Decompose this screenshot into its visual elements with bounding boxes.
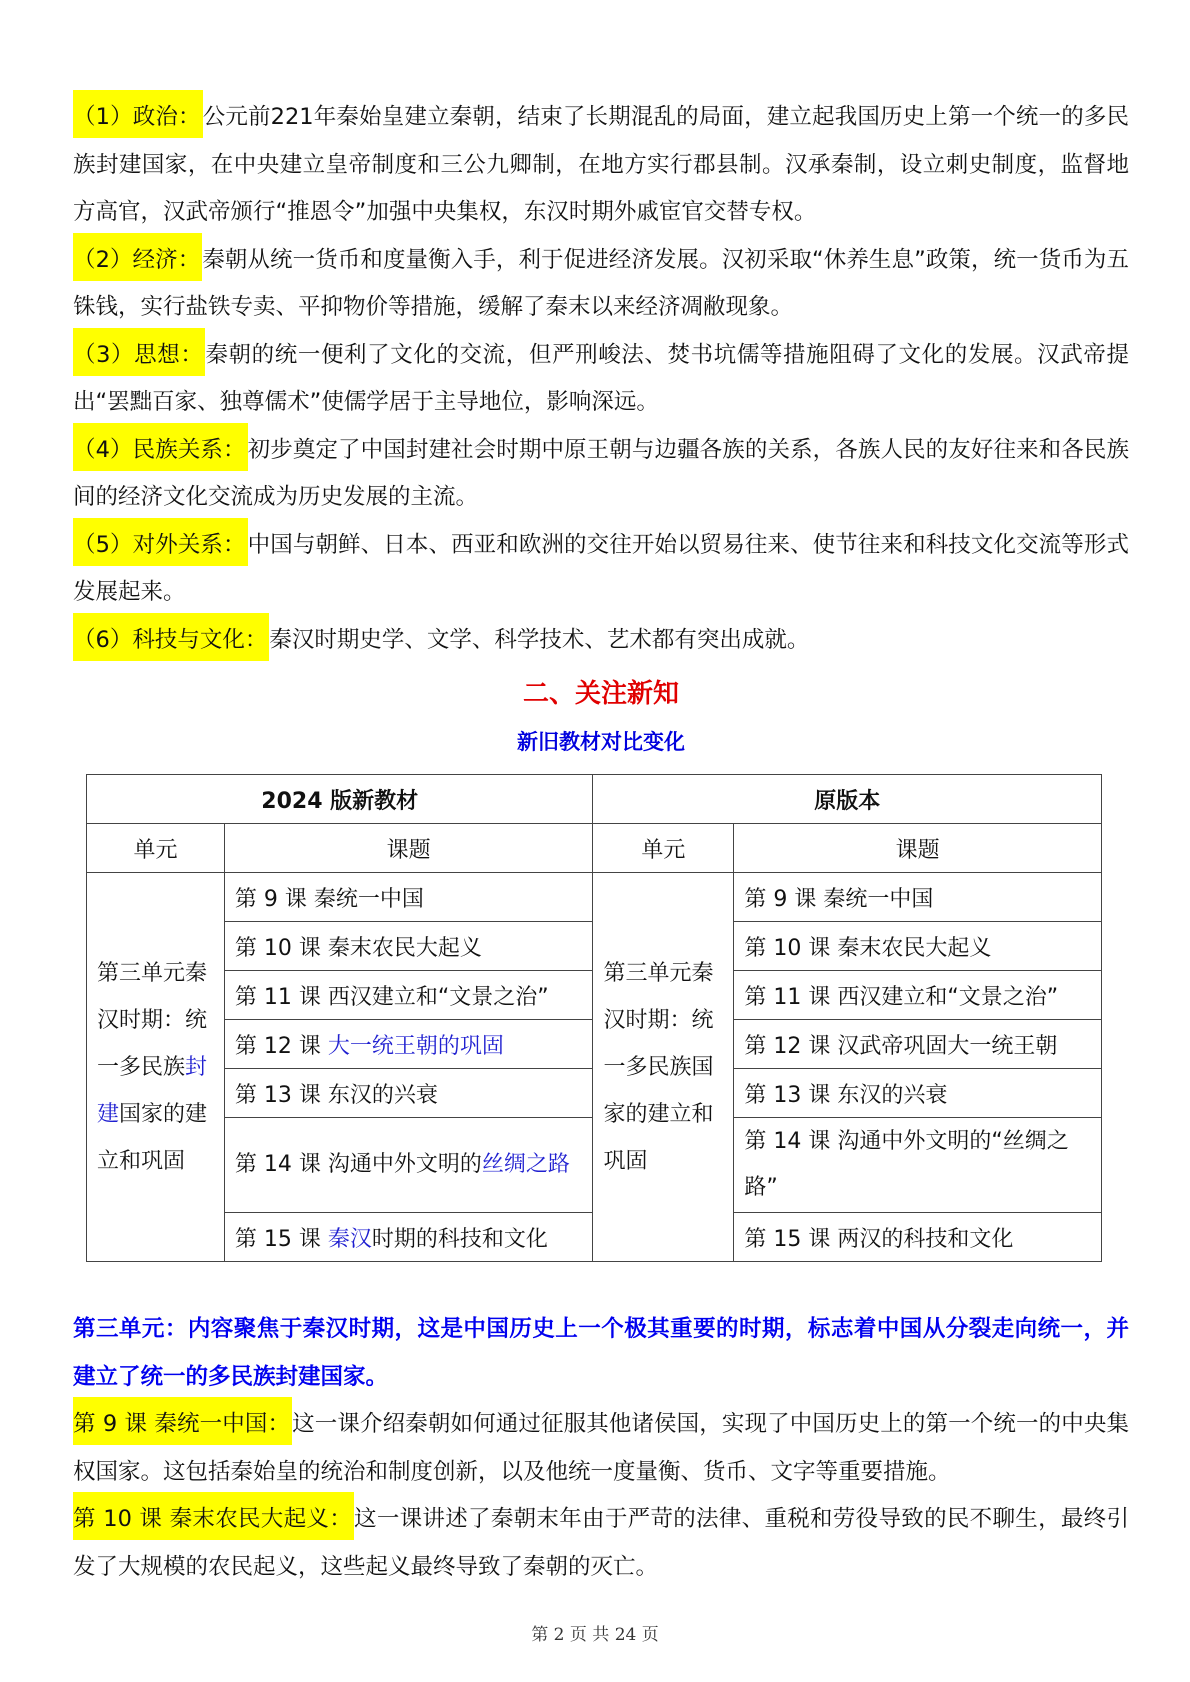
lesson-desc: 这一课介绍秦朝如何通过征服其他诸侯国，实现了中国历史上的第一个统一的中央集权国家。这包括秦始皇的统治和制度创新，以及他统一度量衡、货币、文字等重要措施。 xyxy=(73,1411,1129,1485)
unit-text-blue: 封建 xyxy=(97,1054,208,1127)
new-lesson-cell xyxy=(224,1118,593,1213)
new-lesson-cell xyxy=(224,922,593,971)
new-lesson-cell xyxy=(224,873,593,922)
old-unit-cell: 第三单元秦汉时期：统一多民族国家的建立和巩固 xyxy=(593,873,734,1262)
old-lesson-cell: 第 10 课 秦末农民大起义 xyxy=(734,922,1102,971)
highlight-label: 第 10 课 秦末农民大起义： xyxy=(73,1492,354,1540)
old-lesson-cell: 第 14 课 沟通中外文明的“丝绸之路” xyxy=(734,1118,1102,1213)
intro-item xyxy=(73,332,1129,427)
intro-text: 初步奠定了中国封建社会时期中原王朝与边疆各族的关系，各族人民的友好往来和各民族间的经济文化交流成为历史发展的主流。 xyxy=(73,436,1129,510)
intro-text: 秦朝从统一货币和度量衡入手，利于促进经济发展。汉初采取“休养生息”政策，统一货币为五铢钱，实行盐铁专卖、平抑物价等措施，缓解了秦末以来经济凋敝现象。 xyxy=(73,246,1129,320)
lesson-item xyxy=(73,1401,1129,1496)
unit-text: 国家的建立和巩固 xyxy=(97,1101,208,1174)
old-lesson-cell: 第 12 课 汉武帝巩固大一统王朝 xyxy=(734,1020,1102,1069)
intro-item xyxy=(73,94,1129,237)
old-lesson-cell: 第 13 课 东汉的兴衰 xyxy=(734,1069,1102,1118)
unit-column-header: 单元 xyxy=(87,824,225,873)
table-header-row xyxy=(87,775,1102,824)
new-lesson-cell xyxy=(224,1069,593,1118)
unit-text: 第三单元秦汉时期：统一多民族 xyxy=(97,960,208,1080)
highlight-label: （1）政治： xyxy=(73,90,203,138)
old-lesson-cell: 第 15 课 两汉的科技和文化 xyxy=(734,1213,1102,1262)
new-lesson-cell xyxy=(224,1213,593,1262)
old-lesson-cell: 第 9 课 秦统一中国 xyxy=(734,873,1102,922)
highlight-label: （2）经济： xyxy=(73,233,202,281)
intro-text: 公元前221年秦始皇建立秦朝，结束了长期混乱的局面，建立起我国历史上第一个统一的多民族封建国家，在中央建立皇帝制度和三公九卿制，在地方实行郡县制。汉承秦制，设立刺史制度，监督地方高官，汉武帝颁行“推恩令”加强中央集权，东汉时期外戚宦官交替专权。 xyxy=(73,104,1129,225)
lesson-text: 第 12 课 xyxy=(234,1033,328,1059)
lesson-column-header: 课题 xyxy=(734,824,1102,873)
new-edition-header: 2024 版新教材 xyxy=(87,775,593,824)
intro-section xyxy=(73,94,1129,664)
unit-summary: 第三单元：内容聚焦于秦汉时期，这是中国历史上一个极其重要的时期，标志着中国从分裂走向统一，并建立了统一的多民族封建国家。 xyxy=(73,1316,1129,1390)
table-title: 新旧教材对比变化 xyxy=(517,730,685,754)
lesson-text: 第 14 课 沟通中外文明的 xyxy=(234,1152,482,1177)
lesson-desc: 这一课讲述了秦朝末年由于严苛的法律、重税和劳役导致的民不聊生，最终引发了大规模的农民起义，这些起义最终导致了秦朝的灭亡。 xyxy=(73,1506,1129,1580)
intro-item xyxy=(73,237,1129,332)
page-footer: 第 2 页 共 24 页 xyxy=(531,1625,659,1645)
lesson-text-blue: 丝绸之路 xyxy=(481,1152,570,1177)
intro-text: 秦朝的统一便利了文化的交流，但严刑峻法、焚书坑儒等措施阻碍了文化的发展。汉武帝提出“罢黜百家、独尊儒术”使儒学居于主导地位，影响深远。 xyxy=(73,341,1129,415)
highlight-label: （5）对外关系： xyxy=(73,518,248,566)
lesson-column-header: 课题 xyxy=(224,824,593,873)
old-lesson-cell: 第 11 课 西汉建立和“文景之治” xyxy=(734,971,1102,1020)
lesson-text: 第 9 课 秦统一中国 xyxy=(234,886,424,912)
intro-text: 秦汉时期史学、文学、科学技术、艺术都有突出成就。 xyxy=(269,626,810,653)
table-row xyxy=(87,873,1102,922)
highlight-label: （4）民族关系： xyxy=(73,423,248,471)
intro-item xyxy=(73,427,1129,522)
lesson-text: 第 15 课 xyxy=(234,1226,328,1252)
highlight-label: （6）科技与文化： xyxy=(73,613,269,661)
lesson-text-blue: 秦汉 xyxy=(327,1226,372,1252)
new-unit-cell xyxy=(87,873,225,1262)
lesson-text: 时期的科技和文化 xyxy=(371,1226,548,1252)
lesson-text: 第 10 课 秦末农民大起义 xyxy=(234,935,482,961)
comparison-table xyxy=(86,774,1102,1262)
lesson-text-blue: 大一统王朝的巩固 xyxy=(327,1033,504,1059)
new-lesson-cell xyxy=(224,1020,593,1069)
lesson-text: 第 11 课 西汉建立和“文景之治” xyxy=(234,984,549,1010)
unit-column-header: 单元 xyxy=(593,824,734,873)
highlight-label: 第 9 课 秦统一中国： xyxy=(73,1397,292,1445)
intro-item xyxy=(73,617,1129,665)
highlight-label: （3）思想： xyxy=(73,328,205,376)
new-lesson-cell xyxy=(224,971,593,1020)
intro-item xyxy=(73,522,1129,617)
intro-text: 中国与朝鲜、日本、西亚和欧洲的交往开始以贸易往来、使节往来和科技文化交流等形式发展起来。 xyxy=(73,531,1129,605)
section-title: 二、关注新知 xyxy=(522,679,679,709)
lesson-text: 第 13 课 东汉的兴衰 xyxy=(234,1082,438,1108)
table-subheader-row xyxy=(87,824,1102,873)
document-body xyxy=(73,94,1129,1591)
old-edition-header: 原版本 xyxy=(593,775,1102,824)
lesson-item xyxy=(73,1496,1129,1591)
